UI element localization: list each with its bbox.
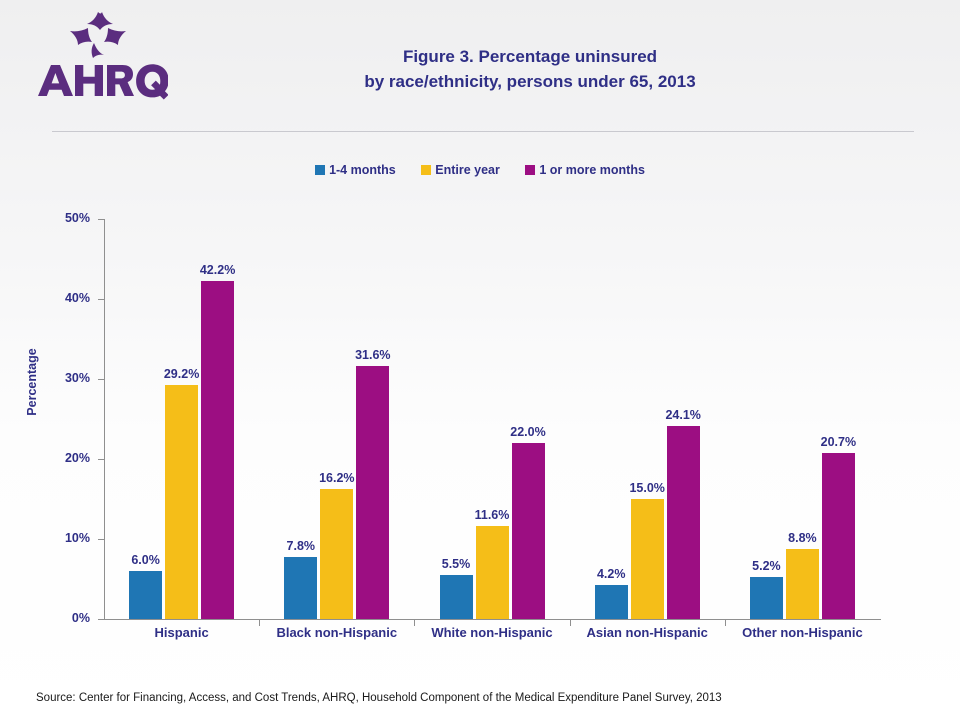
bar-value-label: 6.0% bbox=[131, 553, 160, 567]
ahrq-logo bbox=[28, 10, 168, 102]
x-axis-group-separator bbox=[259, 619, 260, 626]
bar bbox=[201, 281, 234, 619]
bar-value-label: 8.8% bbox=[788, 530, 817, 545]
bar bbox=[750, 577, 783, 619]
bar-value-label: 42.2% bbox=[199, 263, 236, 278]
legend-item-1-or-more-months bbox=[525, 163, 645, 177]
bar-value-label: 15.0% bbox=[629, 481, 665, 495]
legend-swatch-1-or-more-months bbox=[525, 165, 535, 175]
y-tick-label: 20% bbox=[64, 451, 90, 465]
x-axis-group-separator bbox=[414, 619, 415, 626]
bar bbox=[667, 426, 700, 619]
x-axis-group-separator bbox=[570, 619, 571, 626]
y-tick-label: 0% bbox=[71, 611, 90, 625]
title-line-2: by race/ethnicity, persons under 65, 2013 bbox=[364, 72, 696, 91]
legend-swatch-entire-year bbox=[421, 165, 431, 175]
title-line-1: Figure 3. Percentage uninsured bbox=[402, 47, 658, 66]
header-divider bbox=[52, 131, 914, 132]
plot-area bbox=[104, 219, 880, 619]
bar-value-label: 5.2% bbox=[752, 559, 781, 574]
bar-value-label: 16.2% bbox=[319, 471, 355, 486]
bar-value-label: 5.5% bbox=[441, 557, 471, 571]
bar bbox=[440, 575, 473, 619]
y-tick-label: 50% bbox=[64, 211, 90, 225]
legend-swatch-1-4-months bbox=[315, 165, 325, 175]
bar-chart bbox=[0, 205, 960, 645]
bar bbox=[631, 499, 664, 619]
bar-value-label: 29.2% bbox=[163, 367, 200, 382]
x-category-label: Hispanic bbox=[154, 625, 209, 640]
bar bbox=[165, 385, 198, 619]
x-category-label: Black non-Hispanic bbox=[276, 625, 398, 640]
legend-item-entire-year bbox=[421, 163, 500, 177]
bar bbox=[356, 366, 389, 619]
chart-legend bbox=[0, 163, 960, 177]
bar bbox=[129, 571, 162, 619]
x-category-label: Asian non-Hispanic bbox=[586, 625, 708, 640]
y-tick-label: 40% bbox=[64, 291, 90, 305]
y-axis-label: Percentage bbox=[25, 348, 39, 416]
bar bbox=[320, 489, 353, 619]
bar bbox=[786, 549, 819, 619]
y-tick-label: 10% bbox=[64, 531, 90, 545]
legend-label-1-or-more-months: 1 or more months bbox=[539, 163, 645, 177]
bar-value-label: 24.1% bbox=[665, 408, 701, 423]
legend-label-1-4-months: 1-4 months bbox=[329, 163, 396, 177]
x-axis-line bbox=[104, 619, 881, 620]
legend-label-entire-year: Entire year bbox=[435, 163, 500, 177]
bar-value-label: 20.7% bbox=[820, 435, 857, 450]
bar bbox=[595, 585, 628, 619]
bar bbox=[476, 526, 509, 619]
bar bbox=[512, 443, 545, 619]
page-title bbox=[180, 44, 880, 94]
bar-value-label: 7.8% bbox=[286, 538, 316, 553]
bar-value-label: 11.6% bbox=[474, 508, 510, 523]
bar-value-label: 31.6% bbox=[355, 348, 391, 363]
x-axis-group-separator bbox=[725, 619, 726, 626]
bar bbox=[822, 453, 855, 619]
bar-value-label: 4.2% bbox=[596, 567, 626, 582]
x-category-label: Other non-Hispanic bbox=[742, 625, 863, 640]
legend-item-1-4-months bbox=[315, 163, 396, 177]
source-note: Source: Center for Financing, Access, and Cost Trends, AHRQ, Household Component of the Medical Expenditure Panel Survey, 2013 bbox=[36, 692, 722, 704]
bar-value-label: 22.0% bbox=[510, 425, 546, 439]
x-category-label: White non-Hispanic bbox=[431, 625, 553, 640]
y-tick-label: 30% bbox=[64, 371, 90, 385]
bar bbox=[284, 557, 317, 619]
